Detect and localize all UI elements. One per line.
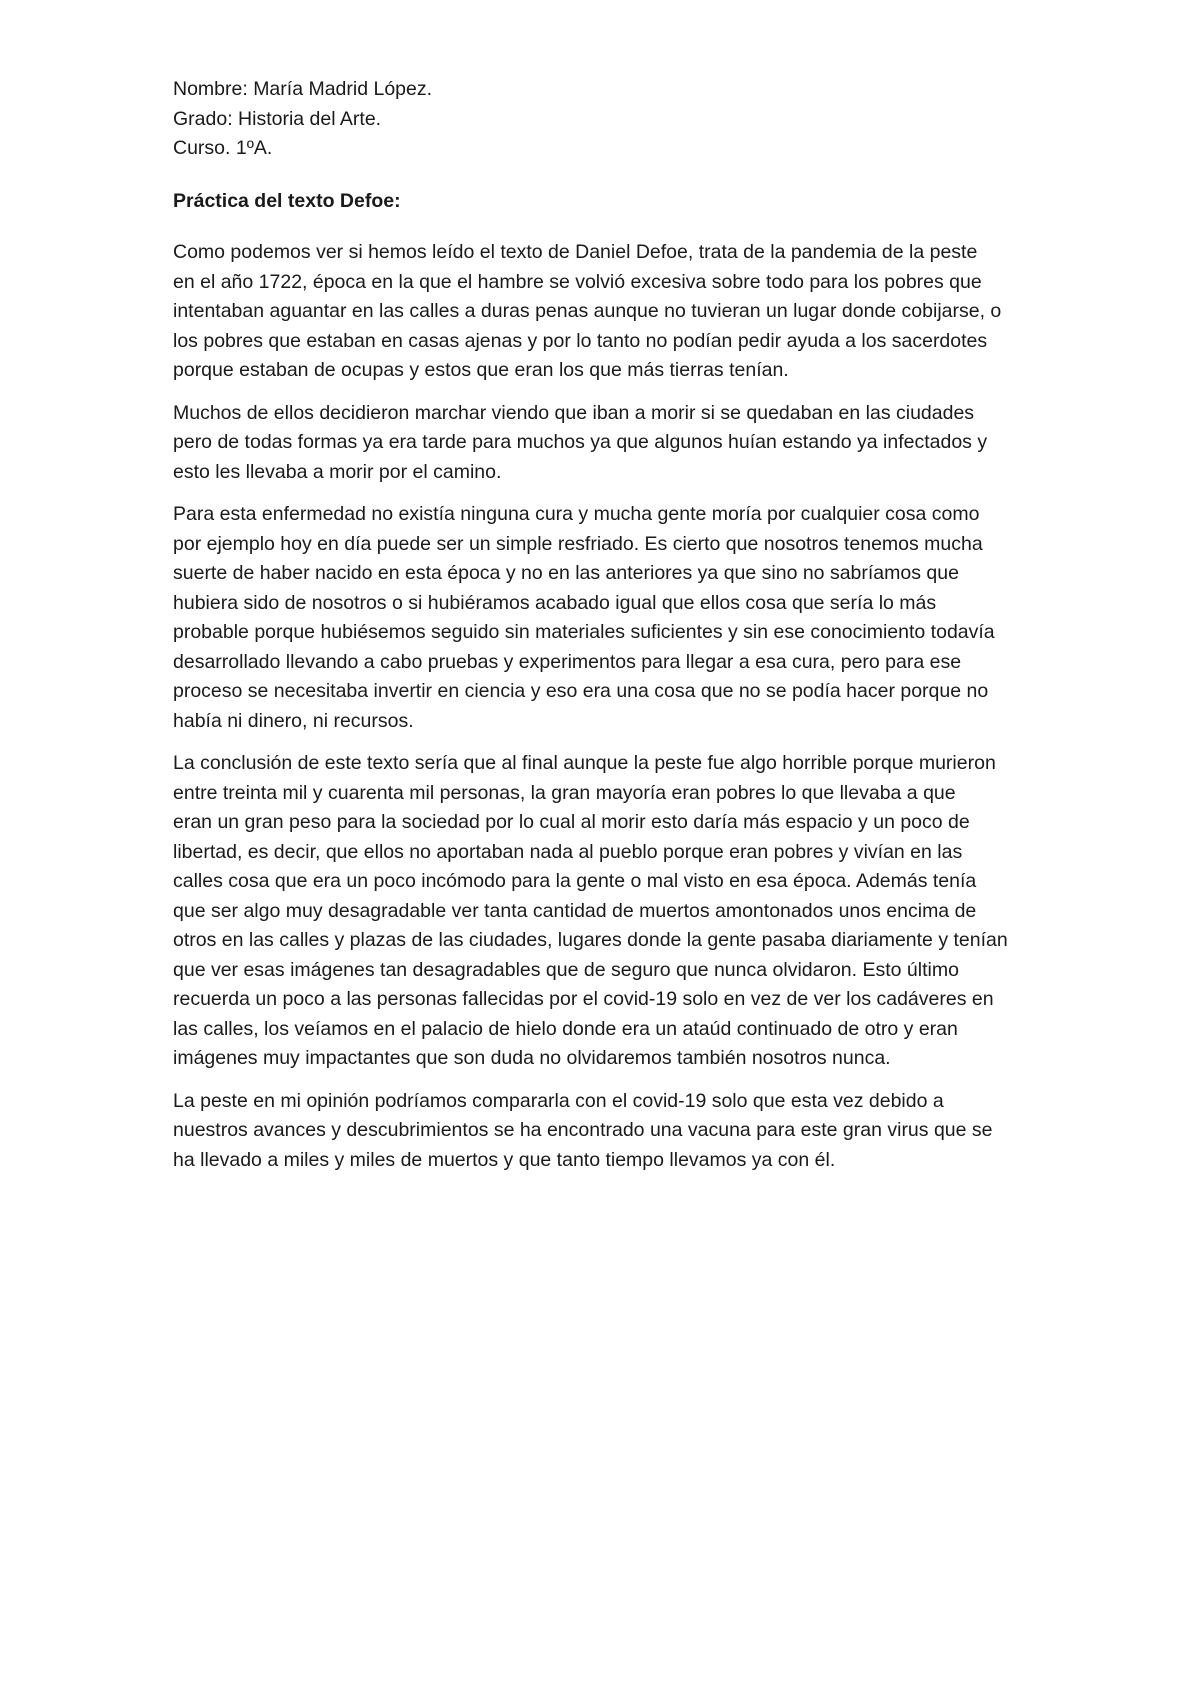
paragraph-line: por ejemplo hoy en día puede ser un simple resfriado. Es cierto que nosotros tenemos mucha bbox=[173, 532, 983, 555]
paragraph-line: libertad, es decir, que ellos no aportaban nada al pueblo porque eran pobres y vivían en las bbox=[173, 840, 963, 863]
paragraph-line: ha llevado a miles y miles de muertos y que tanto tiempo llevamos ya con él. bbox=[173, 1148, 836, 1171]
paragraph-line: Para esta enfermedad no existía ninguna cura y mucha gente moría por cualquier cosa como bbox=[173, 503, 980, 525]
paragraph-line: que ver esas imágenes tan desagradables que de seguro que nunca olvidaron. Esto último bbox=[173, 958, 959, 981]
paragraph-1 bbox=[173, 238, 1053, 386]
paragraph-line: recuerda un poco a las personas fallecidas por el covid-19 solo en vez de ver los cadáveres en bbox=[173, 988, 994, 1010]
paragraph-line: porque estaban de ocupas y estos que eran los que más tierras tenían. bbox=[173, 359, 789, 381]
paragraph-4 bbox=[173, 749, 1053, 1074]
paragraph-line: desarrollado llevando a cabo pruebas y experimentos para llegar a esa cura, pero para ese bbox=[173, 650, 962, 673]
paragraph-3 bbox=[173, 500, 1053, 736]
paragraph-line: suerte de haber nacido en esta época y no en las anteriores ya que sino no sabríamos que bbox=[173, 562, 959, 584]
paragraph-line: intentaban aguantar en las calles a duras penas aunque no tuvieran un lugar donde cobijarse, o bbox=[173, 300, 1002, 322]
paragraph-line: hubiera sido de nosotros o si hubiéramos acabado igual que ellos cosa que sería lo más bbox=[173, 591, 937, 614]
course-line: Curso. 1ºA. bbox=[173, 137, 273, 159]
paragraph-line: imágenes muy impactantes que son duda no olvidaremos también nosotros nunca. bbox=[173, 1047, 891, 1069]
student-name: Nombre: María Madrid López. bbox=[173, 78, 433, 100]
paragraph-line: nuestros avances y descubrimientos se ha encontrado una vacuna para este gran virus que se bbox=[173, 1119, 993, 1141]
paragraph-line: las calles, los veíamos en el palacio de hielo donde era un ataúd continuado de otro y eran bbox=[173, 1017, 958, 1040]
document-title: Práctica del texto Defoe: bbox=[173, 189, 401, 212]
paragraph-5 bbox=[173, 1087, 1053, 1176]
paragraph-line: Muchos de ellos decidieron marchar viendo que iban a morir si se quedaban en las ciudades bbox=[173, 401, 975, 424]
paragraph-line: pero de todas formas ya era tarde para muchos ya que algunos huían estando ya infectados y bbox=[173, 431, 988, 453]
paragraph-line: había ni dinero, ni recursos. bbox=[173, 709, 414, 732]
paragraph-line: La conclusión de este texto sería que al final aunque la peste fue algo horrible porque murieron bbox=[173, 752, 996, 774]
paragraph-line: que ser algo muy desagradable ver tanta cantidad de muertos amontonados unos encima de bbox=[173, 899, 977, 922]
paragraph-line: La peste en mi opinión podríamos compararla con el covid-19 solo que esta vez debido a bbox=[173, 1089, 944, 1112]
paragraph-line: proceso se necesitaba invertir en ciencia y eso era una cosa que no se podía hacer porque no bbox=[173, 680, 989, 702]
paragraph-line: esto les llevaba a morir por el camino. bbox=[173, 460, 502, 483]
paragraph-line: en el año 1722, época en la que el hambre se volvió excesiva sobre todo para los pobres que bbox=[173, 270, 982, 293]
document-body bbox=[173, 75, 1053, 1188]
paragraph-line: eran un gran peso para la sociedad por lo cual al morir esto daría más espacio y un poco de bbox=[173, 811, 970, 833]
paragraph-line: calles cosa que era un poco incómodo para la gente o mal visto en esa época. Además tenía bbox=[173, 870, 977, 892]
paragraph-line: otros en las calles y plazas de las ciudades, lugares donde la gente pasaba diariamente y tenían bbox=[173, 929, 1008, 951]
paragraph-line: Como podemos ver si hemos leído el texto de Daniel Defoe, trata de la pandemia de la peste bbox=[173, 241, 978, 263]
degree-line: Grado: Historia del Arte. bbox=[173, 107, 382, 130]
paragraph-line: entre treinta mil y cuarenta mil personas, la gran mayoría eran pobres lo que llevaba a que bbox=[173, 781, 956, 804]
paragraph-line: los pobres que estaban en casas ajenas y por lo tanto no podían pedir ayuda a los sacerdotes bbox=[173, 329, 988, 352]
paragraph-line: probable porque hubiésemos seguido sin materiales suficientes y sin ese conocimiento todavía bbox=[173, 621, 995, 643]
paragraph-2 bbox=[173, 399, 1053, 488]
